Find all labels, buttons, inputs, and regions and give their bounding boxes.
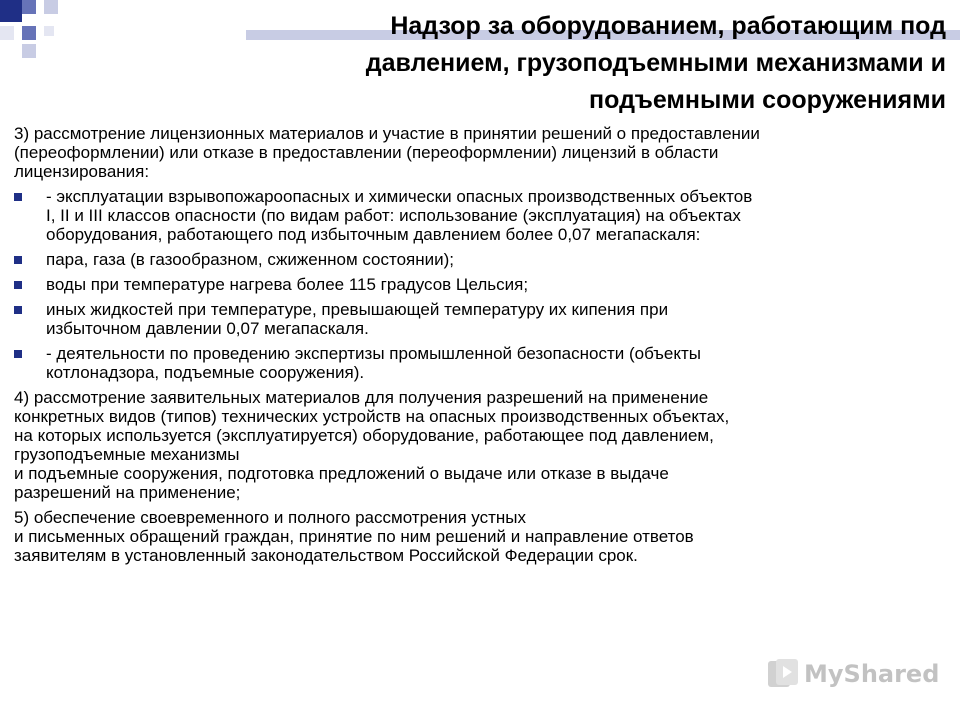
- myshared-logo-icon: [766, 657, 800, 691]
- paragraph-4: [14, 388, 952, 502]
- bullet-item: [14, 187, 952, 244]
- text-line: разрешений на применение;: [14, 483, 241, 502]
- text-line: пара, газа (в газообразном, сжиженном состоянии);: [46, 250, 455, 269]
- paragraph-5: [14, 508, 952, 565]
- page-title: [186, 8, 946, 119]
- text-line: на которых используется (эксплуатируется) оборудование, работающее под давлением,: [14, 426, 714, 445]
- text-line: 4) рассмотрение заявительных материалов для получения разрешений на применение: [14, 388, 709, 407]
- bullet-square-icon: [14, 350, 22, 358]
- bullet-square-icon: [14, 193, 22, 201]
- text-line: и письменных обращений граждан, принятие по ним решений и направление ответов: [14, 527, 694, 546]
- bullet-item: [14, 300, 952, 338]
- text-line: грузоподъемные механизмы: [14, 445, 240, 464]
- bullet-square-icon: [14, 256, 22, 264]
- text-line: иных жидкостей при температуре, превышающей температуру их кипения при: [46, 300, 669, 319]
- text-line: 5) обеспечение своевременного и полного рассмотрения устных: [14, 508, 526, 527]
- text-line: конкретных видов (типов) технических устройств на опасных производственных объектах,: [14, 407, 730, 426]
- bullet-list: [14, 187, 952, 382]
- text-line: котлонадзора, подъемные сооружения).: [46, 363, 365, 382]
- myshared-watermark: [766, 656, 939, 692]
- text-line: 3) рассмотрение лицензионных материалов и участие в принятии решений о предоставлении: [14, 124, 760, 143]
- text-line: воды при температуре нагрева более 115 градусов Цельсия;: [46, 275, 529, 294]
- body-text: [14, 124, 952, 571]
- text-line: заявителям в установленный законодательством Российской Федерации срок.: [14, 546, 638, 565]
- text-line: (переоформлении) или отказе в предоставлении (переоформлении) лицензий в области: [14, 143, 719, 162]
- title-line: давлением, грузоподъемными механизмами и: [365, 49, 946, 77]
- text-line: I, II и III классов опасности (по видам работ: использование (эксплуатация) на объектах: [46, 206, 741, 225]
- paragraph-3: [14, 124, 952, 181]
- text-line: оборудования, работающего под избыточным давлением более 0,07 мегапаскаля:: [46, 225, 701, 244]
- title-line: Надзор за оборудованием, работающим под: [390, 12, 946, 40]
- watermark-text: MyShared: [804, 660, 940, 688]
- title-line: подъемными сооружениями: [589, 86, 946, 114]
- text-line: и подъемные сооружения, подготовка предложений о выдаче или отказе в выдаче: [14, 464, 669, 483]
- text-line: - эксплуатации взрывопожароопасных и химически опасных производственных объектов: [46, 187, 753, 206]
- bullet-square-icon: [14, 306, 22, 314]
- bullet-item: [14, 275, 952, 294]
- text-line: - деятельности по проведению экспертизы промышленной безопасности (объекты: [46, 344, 701, 363]
- text-line: лицензирования:: [14, 162, 150, 181]
- text-line: избыточном давлении 0,07 мегапаскаля.: [46, 319, 369, 338]
- bullet-square-icon: [14, 281, 22, 289]
- bullet-item: [14, 250, 952, 269]
- bullet-item: [14, 344, 952, 382]
